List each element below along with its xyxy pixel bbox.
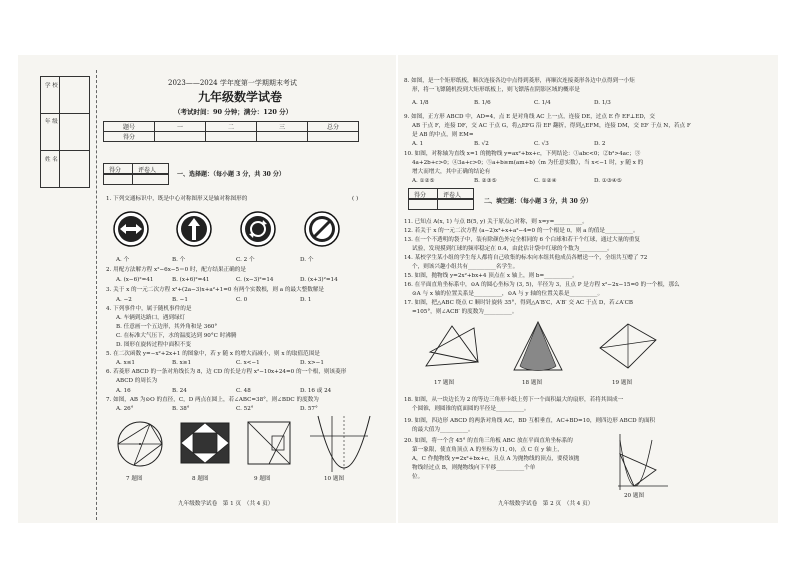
score-cell[interactable]: [308, 132, 359, 142]
q20-text-5: 位。: [412, 474, 424, 480]
school-label: 学 校: [45, 83, 58, 89]
q4-option-d: D. 图形在旋转过程中面积不变: [116, 342, 191, 348]
q8-option-c: C. 1/4: [534, 100, 551, 106]
q6-text-2: ABCD 的周长为: [116, 378, 158, 384]
q4-option-a: A. 车辆到达路口，遇到绿灯: [116, 315, 186, 321]
q13-text-2: 试验，发现摸到红球的频率稳定在 0.4，由此估计袋中红球的个数为__________。: [412, 246, 613, 252]
q7-option-a: A. 26°: [116, 406, 134, 412]
q16-text: 16. 在平面直角坐标系中，⊙A 的圆心坐标为 (3, 5)，半径为 3，且点 P 是方程 x²−2x−15=0 的一个根，那么: [404, 282, 680, 288]
q19-text: 19. 如图，四边形 ABCD 的两条对角线 AC，BD 互相垂直，AC+BD=10，则四边形 ABCD 的面积: [404, 418, 656, 424]
q2-option-b: B. (x+6)²=41: [172, 277, 210, 283]
q16-text-2: ⊙A 与 x 轴的位置关系是__________，⊙A 与 y 轴的位置关系是__________。: [412, 291, 604, 297]
figure-9-label: 9 题图: [254, 476, 271, 482]
q8-option-b: B. 1/6: [474, 100, 491, 106]
q8-option-d: D. 1/3: [594, 100, 611, 106]
q12-text: 12. 若关于 x 的一元二次方程 (a−2)x²+x+a²−4=0 的一个根是 0，则 a 的值是__________。: [404, 228, 639, 234]
q20-text: 20. 如图，将一个含 45° 的直角三角板 ABC 放在平面直角坐标系的: [404, 438, 573, 444]
q18-text-2: 个圆锥，则圆锥的底面圆的半径是__________。: [412, 406, 530, 412]
marker-score-label: 得分: [109, 167, 122, 174]
q3-text: 3. 关于 x 的一元二次方程 x²+(2a−3)x+a²+1=0 有两个实数根，则 a 的最大整数解是: [106, 287, 325, 293]
q2-option-d: D. (x+3)²=14: [300, 277, 338, 283]
q7-option-d: D. 57°: [300, 406, 318, 412]
figure-20-coordinate: [612, 434, 668, 490]
q1-paren: ( ): [352, 196, 359, 202]
q6-option-b: B. 24: [172, 388, 187, 394]
grade-label: 年 级: [45, 119, 58, 125]
score-row-label: 得分: [104, 132, 155, 142]
q3-option-a: A. −2: [116, 297, 132, 303]
q13-text: 13. 在一个不透明的袋子中，装有除颜色外完全相同的 6 个白球和若干个红球，通过大量的重复: [404, 237, 640, 243]
q1-option-b: B. 个: [172, 257, 186, 263]
q5-option-d: D. x>−1: [300, 360, 324, 366]
figure-19-quadrilateral: [598, 322, 658, 372]
figure-18-label: 18 题图: [522, 380, 543, 386]
score-header-cell: 总分: [308, 122, 359, 132]
traffic-sign-4-icon: [304, 211, 340, 247]
q10-line1: 10. 如图，对称轴为直线 x=1 的抛物线 y=ax²+bx+c，下列结论：①abc<0；②b²>4ac；③: [404, 151, 641, 157]
score-header-cell: 题号: [104, 122, 155, 132]
binding-line: [96, 70, 97, 520]
q20-text-3: A，C 作抛物线 y=2x²+bx+c，且点 A 为抛物线的顶点，要使该抛: [412, 456, 580, 462]
q6-text: 6. 若菱形 ABCD 的一条对角线长为 8，边 CD 的长是方程 x²−10x+24=0 的一个根，则该菱形: [106, 369, 347, 375]
q10-line3: 增大而增大，其中正确的结论有: [412, 169, 491, 175]
q17-text-2: =105°，则∠ACB′ 的度数为__________。: [412, 309, 518, 315]
q9-line2: AB 于点 F，连接 DF，交 AC 于点 G，将△EFG 沿 EF 翻折，得到△EFM，连接 DM，交 EF 于点 N，若点 F: [412, 123, 691, 129]
q20-text-4: 物线经过点 B，则抛物线向下平移__________个单: [412, 465, 536, 471]
score-header-cell: 二: [206, 122, 257, 132]
q3-option-c: C. 0: [236, 297, 248, 303]
q2-text: 2. 用配方法解方程 x²−6x−5＝0 时，配方结果正确的是: [106, 267, 246, 273]
section2-title: 二、填空题：（每小题 3 分，共 30 分）: [484, 198, 592, 205]
traffic-sign-2-icon: [176, 211, 212, 247]
q7-option-b: B. 38°: [172, 406, 190, 412]
q6-option-d: D. 16 或 24: [300, 388, 332, 394]
q5-option-c: C. x<−1: [236, 360, 260, 366]
figure-17-triangles: [420, 322, 484, 374]
main-title: 九年级数学试卷: [198, 90, 283, 104]
q7-option-c: C. 52°: [236, 406, 254, 412]
marker-box-1-blank: [103, 173, 169, 185]
q17-text: 17. 如图，把△ABC 绕点 C 顺时针旋转 35°，得到△A′B′C，A′B′ 交 AC 于点 D，若∠A′CB: [404, 300, 633, 306]
q18-text: 18. 如图，从一块边长为 2 的等边三角形卡纸上剪下一个面积最大的扇形，若将其围成一: [404, 397, 624, 403]
score-header-cell: 一: [155, 122, 206, 132]
q2-option-c: C. (x−3)²=14: [236, 277, 274, 283]
q1-option-c: C. 2 个: [236, 257, 255, 263]
q9-option-c: C. √3: [534, 141, 549, 147]
score-cell[interactable]: [257, 132, 308, 142]
q1-option-a: A. 个: [116, 257, 130, 263]
q9-line3: 是 AB 的中点，则 EM=: [412, 132, 474, 138]
q3-option-d: D. 1: [300, 297, 312, 303]
q8-line1: 8. 如图，是一个矩形纸板，顺次连接各边中点得到菱形，再顺次连接菱形各边中点得到一小矩: [404, 78, 635, 84]
q14-text: 14. 某校学生某小组的学生每人都将自己收集的标本向本组其他成员各赠送一个，全组共互赠了 72: [404, 255, 648, 261]
figure-9-square: [246, 420, 292, 466]
marker-score-label: 得分: [414, 192, 427, 199]
marker-box-2-blank: [408, 198, 474, 210]
q5-option-b: B. x≥1: [172, 360, 192, 366]
figure-7-label: 7 题图: [126, 476, 143, 482]
q15-text: 15. 如图，抛物线 y=2x²+bx+4 顶点在 x 轴上，则 b=__________。: [404, 273, 578, 279]
q9-option-d: D. 2: [594, 141, 606, 147]
q9-line1: 9. 如图，正方形 ABCD 中，AD=4，点 E 是对角线 AC 上一点，连接 DE，过点 E 作 EF⊥ED，交: [404, 114, 655, 120]
q3-option-b: B. −1: [172, 297, 188, 303]
figure-10-parabola: [310, 416, 368, 472]
q20-text-2: 第一象限，使直角顶点 A 的坐标为 (1, 0)，点 C 在 y 轴上，: [412, 447, 563, 453]
figure-18-sector: [512, 320, 564, 374]
figure-19-label: 19 题图: [612, 380, 633, 386]
q5-text: 5. 在二次函数 y=−x²+2x+1 的图象中，若 y 随 x 的增大而减小，则 x 的取值范围是: [106, 351, 320, 357]
q6-option-a: A. 16: [116, 388, 131, 394]
figure-17-label: 17 题图: [434, 380, 455, 386]
figure-7-circle: [112, 418, 168, 470]
q10-option-c: C. ①②④: [534, 178, 557, 184]
footer-right: 九年级数学试卷 第 2 页 （共 4 页）: [498, 501, 594, 507]
figure-20-label: 20 题图: [624, 493, 645, 499]
q10-option-b: B. ②③⑤: [474, 178, 497, 184]
q14-text-2: 个，则该兴趣小组共有__________名学生。: [412, 264, 519, 270]
name-label: 姓 名: [45, 157, 58, 163]
q6-option-c: C. 48: [236, 388, 251, 394]
q10-option-a: A. ①②⑤: [412, 178, 435, 184]
q19-text-2: 的最大值为__________。: [412, 427, 474, 433]
q10-line2: 4a+2b+c>0；④3a+c>0；⑤a+b≥m(am+b)（m 为任意实数），当 x<−1 时，y 随 x 的: [412, 160, 644, 166]
q7-text: 7. 如图，AB 为⊙O 的直径，C，D 两点在圆上，若∠ABC=38°，则∠BDC 的度数为: [106, 397, 319, 403]
q10-option-d: D. ①③④⑤: [594, 178, 622, 184]
student-info-box: [40, 76, 90, 188]
score-cell[interactable]: [155, 132, 206, 142]
q4-text: 4. 下列事件中，属于随机事件的是: [106, 306, 192, 312]
marker-reviewer-label: 评卷人: [138, 167, 157, 174]
q9-option-a: A. 1: [412, 141, 424, 147]
traffic-sign-3-icon: [240, 211, 276, 247]
q1-option-d: D. 个: [300, 257, 314, 263]
q4-option-b: B. 任意画一个五边形，其外角和是 360°: [116, 324, 218, 330]
q9-option-b: B. √2: [474, 141, 489, 147]
q2-option-a: A. (x−6)²=41: [116, 277, 154, 283]
score-cell[interactable]: [206, 132, 257, 142]
section1-title: 一、选择题：（每小题 3 分，共 30 分）: [177, 171, 285, 178]
footer-left: 九年级数学试卷 第 1 页 （共 4 页）: [178, 501, 274, 507]
traffic-sign-1-icon: [113, 211, 149, 247]
q8-line2: 形，将一飞镖随机投到大矩形纸板上，则飞镖落在阴影区域的概率是: [412, 87, 580, 93]
q5-option-a: A. x≤1: [116, 360, 135, 366]
q11-text: 11. 已知点 A(x, 1) 与点 B(5, y) 关于原点○对称，则 x=y=__________。: [404, 219, 588, 225]
figure-8-rectangle: [180, 422, 230, 464]
exam-info: （考试时间：90 分钟；满分：120 分）: [174, 108, 293, 116]
marker-reviewer-label: 评卷人: [443, 192, 462, 199]
q4-option-c: C. 在标准大气压下，水的温度达到 90°C 时沸腾: [116, 333, 237, 339]
score-header-cell: 三: [257, 122, 308, 132]
figure-10-label: 10 题图: [324, 476, 345, 482]
score-table: [103, 121, 359, 142]
figure-8-label: 8 题图: [192, 476, 209, 482]
exam-title: 2023——2024 学年度第一学期期末考试: [168, 79, 297, 87]
q1-text: 1. 下列交通标识中，既是中心对称图形又是轴对称图形的: [106, 196, 248, 202]
q8-option-a: A. 1/8: [412, 100, 429, 106]
